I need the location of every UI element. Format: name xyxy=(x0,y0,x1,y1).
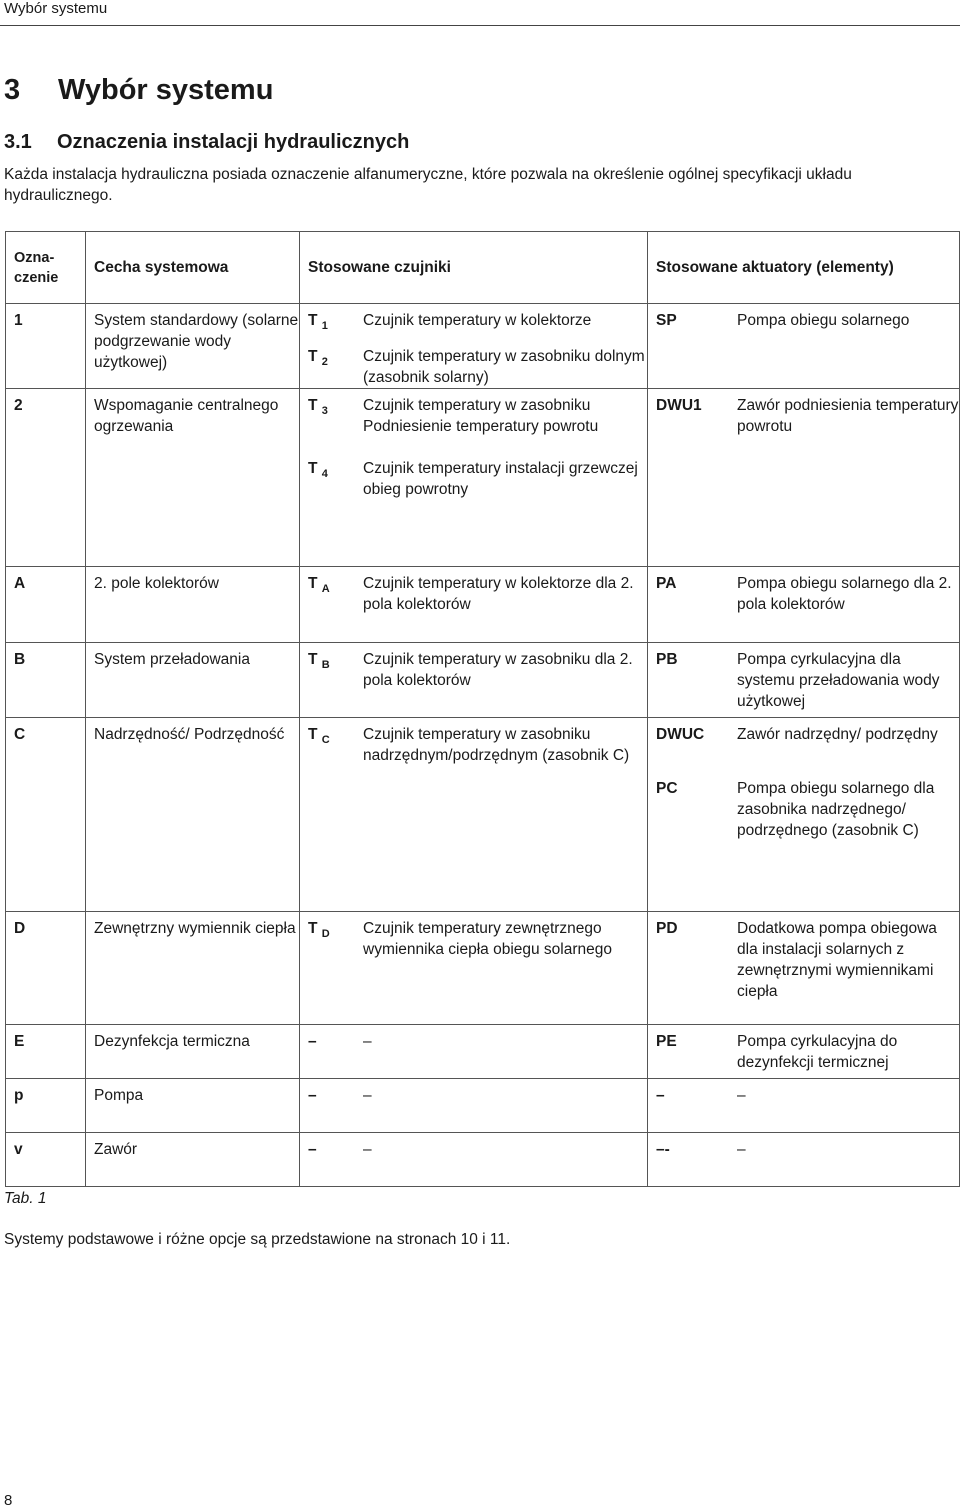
sensor-code: T $_A$ xyxy=(308,575,330,595)
actuator-description: Zawór nadrzędny/ podrzędny xyxy=(737,726,938,743)
sensor-description: Czujnik temperatury w zasobniku dolnym (zasobnik solarny) xyxy=(363,348,645,386)
sensor-entry xyxy=(308,346,647,388)
sensor-subscript: D xyxy=(321,928,330,940)
header-designation: Ozna- czenie xyxy=(6,232,86,304)
table-row xyxy=(6,718,960,912)
sensor-entry xyxy=(308,1031,647,1052)
sensor-code: – xyxy=(308,1033,317,1050)
row-designation: C xyxy=(6,718,86,912)
sensor-description: – xyxy=(363,1033,372,1050)
row-designation: A xyxy=(6,567,86,643)
row-feature: 2. pole kolektorów xyxy=(86,567,300,643)
row-sensors xyxy=(300,567,648,643)
row-actuators xyxy=(648,304,960,389)
table-row xyxy=(6,1025,960,1079)
section-number: 3 xyxy=(4,74,21,106)
designation-table xyxy=(5,231,960,1187)
actuator-code: – xyxy=(656,1087,665,1104)
sensor-description: Czujnik temperatury w zasobniku nadrzędnym/podrzędnym (zasobnik C) xyxy=(363,726,630,764)
table-row xyxy=(6,912,960,1025)
row-designation: v xyxy=(6,1133,86,1187)
row-sensors xyxy=(300,1133,648,1187)
sensor-code: T $_3$ xyxy=(308,397,328,417)
sensor-subscript: A xyxy=(321,583,330,595)
actuator-code: PC xyxy=(656,780,678,797)
row-designation: 1 xyxy=(6,304,86,389)
row-sensors xyxy=(300,718,648,912)
row-feature: Zewnętrzny wymiennik ciepła xyxy=(86,912,300,1025)
sensor-subscript: 3 xyxy=(321,405,328,417)
sensor-description: Czujnik temperatury w zasobniku dla 2. pola kolektorów xyxy=(363,651,633,689)
actuator-entry xyxy=(656,1085,959,1106)
row-actuators xyxy=(648,1079,960,1133)
sensor-subscript: 4 xyxy=(321,468,328,480)
actuator-description: Pompa obiegu solarnego xyxy=(737,312,910,329)
table-row xyxy=(6,389,960,567)
actuator-code: PE xyxy=(656,1033,677,1050)
sensor-code: T $_B$ xyxy=(308,651,330,671)
actuator-code: –- xyxy=(656,1141,670,1158)
actuator-description: – xyxy=(737,1087,746,1104)
actuator-entry xyxy=(656,310,959,331)
sensor-code: T $_2$ xyxy=(308,348,328,368)
table-body xyxy=(6,304,960,1187)
sensor-code: T $_4$ xyxy=(308,460,328,480)
header-feature: Cecha systemowa xyxy=(86,232,300,304)
sensor-entry xyxy=(308,649,647,691)
actuator-description: Pompa obiegu solarnego dla zasobnika nadrzędnego/ podrzędnego (zasobnik C) xyxy=(737,780,935,839)
row-actuators xyxy=(648,1133,960,1187)
row-actuators xyxy=(648,643,960,718)
actuator-description: Pompa cyrkulacyjna do dezynfekcji termicznej xyxy=(737,1033,898,1071)
row-actuators xyxy=(648,1025,960,1079)
row-designation: D xyxy=(6,912,86,1025)
actuator-entry xyxy=(656,573,959,615)
sensor-code: T $_1$ xyxy=(308,312,328,332)
actuator-description: – xyxy=(737,1141,746,1158)
row-feature: Nadrzędność/ Podrzędność xyxy=(86,718,300,912)
sensor-description: Czujnik temperatury w kolektorze dla 2. pola kolektorów xyxy=(363,575,634,613)
intro-paragraph: Każda instalacja hydrauliczna posiada oznaczenie alfanumeryczne, które pozwala na określenie ogólnej specyfikacji układu hydraulicznego. xyxy=(4,166,852,204)
row-sensors xyxy=(300,304,648,389)
table-row xyxy=(6,1133,960,1187)
sensor-description: Czujnik temperatury instalacji grzewczej obieg powrotny xyxy=(363,460,638,498)
row-actuators xyxy=(648,718,960,912)
subsection-title: Oznaczenia instalacji hydraulicznych xyxy=(57,131,410,153)
sensor-code: T $_C$ xyxy=(308,726,330,746)
table-row xyxy=(6,1079,960,1133)
row-feature: Wspomaganie centralnego ogrzewania xyxy=(86,389,300,567)
table-row xyxy=(6,643,960,718)
header-actuators: Stosowane aktuatory (elementy) xyxy=(648,232,960,304)
sensor-description: Czujnik temperatury w zasobniku Podniesienie temperatury powrotu xyxy=(363,397,599,435)
row-sensors xyxy=(300,389,648,567)
actuator-description: Zawór podniesienia temperatury powrotu xyxy=(737,397,959,435)
sensor-entry xyxy=(308,1085,647,1106)
page-number: 8 xyxy=(4,1492,13,1509)
row-sensors xyxy=(300,643,648,718)
row-designation: E xyxy=(6,1025,86,1079)
row-feature: Zawór xyxy=(86,1133,300,1187)
sensor-description: Czujnik temperatury zewnętrznego wymiennika ciepła obiegu solarnego xyxy=(363,920,613,958)
section-title: Wybór systemu xyxy=(58,74,274,106)
footnote: Systemy podstawowe i różne opcje są przedstawione na stronach 10 i 11. xyxy=(4,1231,511,1248)
sensor-subscript: C xyxy=(321,734,330,746)
row-sensors xyxy=(300,1079,648,1133)
row-designation: B xyxy=(6,643,86,718)
row-sensors xyxy=(300,1025,648,1079)
sensor-entry xyxy=(308,310,647,337)
actuator-entry xyxy=(656,724,959,745)
row-actuators xyxy=(648,567,960,643)
actuator-entry xyxy=(656,395,959,437)
sensor-subscript: 2 xyxy=(321,356,328,368)
sensor-entry xyxy=(308,1139,647,1160)
sensor-entry xyxy=(308,573,647,615)
running-header: Wybór systemu xyxy=(4,0,108,17)
sensor-description: – xyxy=(363,1087,372,1104)
row-actuators xyxy=(648,389,960,567)
row-feature: Pompa xyxy=(86,1079,300,1133)
actuator-description: Pompa cyrkulacyjna dla systemu przeładowania wody użytkowej xyxy=(737,651,940,710)
row-feature: System standardowy (solarne podgrzewanie wody użytkowej) xyxy=(86,304,300,389)
actuator-code: PB xyxy=(656,651,678,668)
table-row xyxy=(6,304,960,389)
sensor-code: – xyxy=(308,1087,317,1104)
sensor-entry xyxy=(308,918,647,960)
sensor-code: – xyxy=(308,1141,317,1158)
table-caption: Tab. 1 xyxy=(4,1190,47,1207)
actuator-code: PA xyxy=(656,575,677,592)
actuator-entry xyxy=(656,918,959,1002)
header-sensors: Stosowane czujniki xyxy=(300,232,648,304)
actuator-entry xyxy=(656,649,959,712)
row-actuators xyxy=(648,912,960,1025)
actuator-entry xyxy=(656,1031,959,1073)
row-sensors xyxy=(300,912,648,1025)
actuator-entry xyxy=(656,778,959,841)
subsection-heading xyxy=(4,131,409,154)
header-rule xyxy=(0,25,960,26)
row-feature: System przeładowania xyxy=(86,643,300,718)
actuator-code: DWUC xyxy=(656,726,705,743)
row-designation: 2 xyxy=(6,389,86,567)
row-designation: p xyxy=(6,1079,86,1133)
sensor-description: – xyxy=(363,1141,372,1158)
sensor-description: Czujnik temperatury w kolektorze xyxy=(363,312,592,329)
actuator-entry xyxy=(656,1139,959,1160)
sensor-subscript: B xyxy=(321,659,330,671)
table-row xyxy=(6,567,960,643)
actuator-description: Dodatkowa pompa obiegowa dla instalacji solarnych z zewnętrznymi wymiennikami ciepła xyxy=(737,920,937,1000)
sensor-entry xyxy=(308,458,647,500)
row-feature: Dezynfekcja termiczna xyxy=(86,1025,300,1079)
actuator-description: Pompa obiegu solarnego dla 2. pola kolektorów xyxy=(737,575,952,613)
sensor-subscript: 1 xyxy=(321,320,328,332)
actuator-code: DWU1 xyxy=(656,397,702,414)
subsection-number: 3.1 xyxy=(4,131,32,153)
table-header-row xyxy=(6,232,960,304)
sensor-code: T $_D$ xyxy=(308,920,330,940)
sensor-entry xyxy=(308,724,647,766)
section-heading xyxy=(4,74,273,107)
actuator-code: PD xyxy=(656,920,678,937)
sensor-entry xyxy=(308,395,647,437)
actuator-code: SP xyxy=(656,312,677,329)
